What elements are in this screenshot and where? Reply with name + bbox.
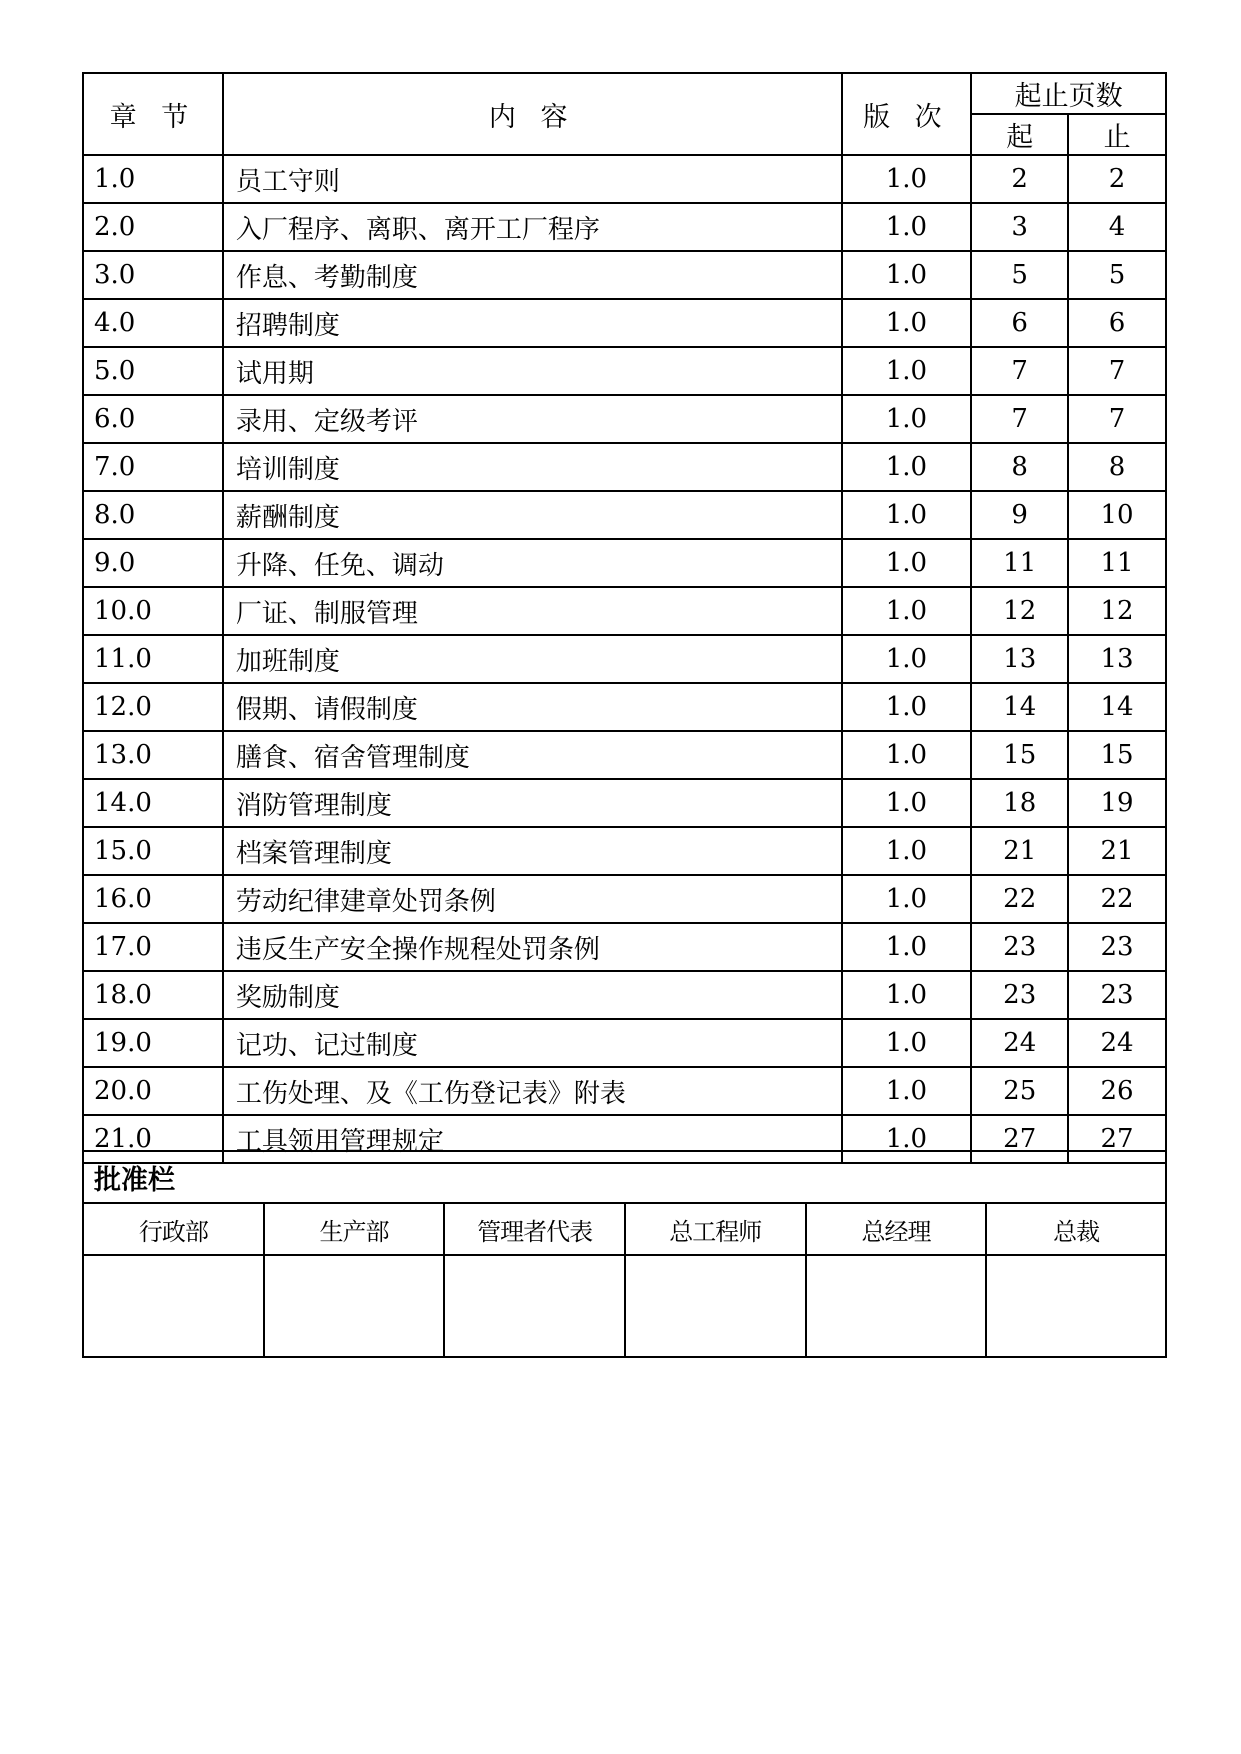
signature-cell	[264, 1255, 445, 1357]
end-page-cell: 21	[1068, 827, 1166, 875]
start-page-cell: 13	[971, 635, 1068, 683]
end-page-cell: 11	[1068, 539, 1166, 587]
table-row	[83, 875, 1166, 923]
version-cell: 1.0	[842, 1115, 972, 1163]
content-cell: 培训制度	[223, 443, 842, 491]
version-cell: 1.0	[842, 347, 972, 395]
approval-title: 批准栏	[83, 1151, 1166, 1203]
content-cell: 加班制度	[223, 635, 842, 683]
content-cell: 违反生产安全操作规程处罚条例	[223, 923, 842, 971]
version-cell: 1.0	[842, 251, 972, 299]
table-row	[83, 1067, 1166, 1115]
chapter-cell: 4.0	[83, 299, 223, 347]
content-cell: 劳动纪律建章处罚条例	[223, 875, 842, 923]
end-page-cell: 24	[1068, 1019, 1166, 1067]
table-row	[83, 779, 1166, 827]
chapter-cell: 17.0	[83, 923, 223, 971]
chapter-cell: 1.0	[83, 155, 223, 203]
table-row	[83, 923, 1166, 971]
end-page-cell: 13	[1068, 635, 1166, 683]
content-cell: 厂证、制服管理	[223, 587, 842, 635]
end-page-cell: 4	[1068, 203, 1166, 251]
content-cell: 假期、请假制度	[223, 683, 842, 731]
content-cell: 录用、定级考评	[223, 395, 842, 443]
chapter-cell: 16.0	[83, 875, 223, 923]
content-cell: 消防管理制度	[223, 779, 842, 827]
chapter-cell: 2.0	[83, 203, 223, 251]
end-page-cell: 19	[1068, 779, 1166, 827]
content-cell: 工具领用管理规定	[223, 1115, 842, 1163]
approval-dept-header: 生产部	[264, 1203, 445, 1255]
header-end: 止	[1068, 114, 1166, 155]
table-row	[83, 587, 1166, 635]
end-page-cell: 10	[1068, 491, 1166, 539]
table-row	[83, 539, 1166, 587]
chapter-cell: 10.0	[83, 587, 223, 635]
approval-dept-header: 管理者代表	[444, 1203, 625, 1255]
content-cell: 薪酬制度	[223, 491, 842, 539]
content-cell: 膳食、宿舍管理制度	[223, 731, 842, 779]
table-row	[83, 155, 1166, 203]
start-page-cell: 15	[971, 731, 1068, 779]
signature-cell	[625, 1255, 806, 1357]
table-row	[83, 635, 1166, 683]
content-cell: 记功、记过制度	[223, 1019, 842, 1067]
table-row	[83, 827, 1166, 875]
header-chapter: 章 节	[83, 73, 223, 155]
end-page-cell: 6	[1068, 299, 1166, 347]
content-cell: 作息、考勤制度	[223, 251, 842, 299]
approval-dept-header: 总经理	[806, 1203, 987, 1255]
version-cell: 1.0	[842, 539, 972, 587]
chapter-cell: 11.0	[83, 635, 223, 683]
end-page-cell: 2	[1068, 155, 1166, 203]
start-page-cell: 12	[971, 587, 1068, 635]
version-cell: 1.0	[842, 1019, 972, 1067]
start-page-cell: 6	[971, 299, 1068, 347]
start-page-cell: 23	[971, 923, 1068, 971]
version-cell: 1.0	[842, 635, 972, 683]
start-page-cell: 11	[971, 539, 1068, 587]
start-page-cell: 5	[971, 251, 1068, 299]
start-page-cell: 7	[971, 395, 1068, 443]
version-cell: 1.0	[842, 155, 972, 203]
end-page-cell: 23	[1068, 971, 1166, 1019]
approval-dept-header: 总工程师	[625, 1203, 806, 1255]
approval-table	[82, 1150, 1167, 1358]
version-cell: 1.0	[842, 203, 972, 251]
table-row	[83, 251, 1166, 299]
signature-cell	[444, 1255, 625, 1357]
end-page-cell: 7	[1068, 395, 1166, 443]
end-page-cell: 22	[1068, 875, 1166, 923]
chapter-cell: 5.0	[83, 347, 223, 395]
header-pages: 起止页数	[971, 73, 1166, 114]
content-cell: 招聘制度	[223, 299, 842, 347]
end-page-cell: 7	[1068, 347, 1166, 395]
signature-cell	[986, 1255, 1166, 1357]
header-version: 版 次	[842, 73, 972, 155]
start-page-cell: 27	[971, 1115, 1068, 1163]
start-page-cell: 24	[971, 1019, 1068, 1067]
start-page-cell: 21	[971, 827, 1068, 875]
table-row	[83, 299, 1166, 347]
content-cell: 档案管理制度	[223, 827, 842, 875]
content-cell: 入厂程序、离职、离开工厂程序	[223, 203, 842, 251]
chapter-cell: 8.0	[83, 491, 223, 539]
start-page-cell: 2	[971, 155, 1068, 203]
table-row	[83, 203, 1166, 251]
signature-cell	[806, 1255, 987, 1357]
version-cell: 1.0	[842, 1067, 972, 1115]
version-cell: 1.0	[842, 923, 972, 971]
table-row	[83, 683, 1166, 731]
content-cell: 升降、任免、调动	[223, 539, 842, 587]
chapter-cell: 13.0	[83, 731, 223, 779]
version-cell: 1.0	[842, 971, 972, 1019]
content-cell: 工伤处理、及《工伤登记表》附表	[223, 1067, 842, 1115]
approval-dept-header: 行政部	[83, 1203, 264, 1255]
end-page-cell: 23	[1068, 923, 1166, 971]
end-page-cell: 8	[1068, 443, 1166, 491]
chapter-cell: 7.0	[83, 443, 223, 491]
table-row	[83, 491, 1166, 539]
start-page-cell: 23	[971, 971, 1068, 1019]
version-cell: 1.0	[842, 731, 972, 779]
chapter-cell: 18.0	[83, 971, 223, 1019]
end-page-cell: 5	[1068, 251, 1166, 299]
version-cell: 1.0	[842, 395, 972, 443]
start-page-cell: 8	[971, 443, 1068, 491]
start-page-cell: 25	[971, 1067, 1068, 1115]
version-cell: 1.0	[842, 875, 972, 923]
version-cell: 1.0	[842, 299, 972, 347]
version-cell: 1.0	[842, 587, 972, 635]
toc-table	[82, 72, 1167, 1164]
content-cell: 奖励制度	[223, 971, 842, 1019]
chapter-cell: 14.0	[83, 779, 223, 827]
end-page-cell: 26	[1068, 1067, 1166, 1115]
table-row	[83, 347, 1166, 395]
start-page-cell: 7	[971, 347, 1068, 395]
version-cell: 1.0	[842, 683, 972, 731]
chapter-cell: 12.0	[83, 683, 223, 731]
version-cell: 1.0	[842, 827, 972, 875]
table-row	[83, 731, 1166, 779]
version-cell: 1.0	[842, 443, 972, 491]
table-row	[83, 1019, 1166, 1067]
end-page-cell: 14	[1068, 683, 1166, 731]
approval-dept-header: 总裁	[986, 1203, 1166, 1255]
content-cell: 试用期	[223, 347, 842, 395]
chapter-cell: 6.0	[83, 395, 223, 443]
header-start: 起	[971, 114, 1068, 155]
chapter-cell: 3.0	[83, 251, 223, 299]
chapter-cell: 21.0	[83, 1115, 223, 1163]
chapter-cell: 19.0	[83, 1019, 223, 1067]
start-page-cell: 3	[971, 203, 1068, 251]
table-row	[83, 971, 1166, 1019]
table-row	[83, 443, 1166, 491]
content-cell: 员工守则	[223, 155, 842, 203]
header-content: 内 容	[223, 73, 842, 155]
start-page-cell: 9	[971, 491, 1068, 539]
chapter-cell: 20.0	[83, 1067, 223, 1115]
end-page-cell: 27	[1068, 1115, 1166, 1163]
signature-cell	[83, 1255, 264, 1357]
chapter-cell: 15.0	[83, 827, 223, 875]
end-page-cell: 15	[1068, 731, 1166, 779]
start-page-cell: 14	[971, 683, 1068, 731]
start-page-cell: 22	[971, 875, 1068, 923]
chapter-cell: 9.0	[83, 539, 223, 587]
start-page-cell: 18	[971, 779, 1068, 827]
end-page-cell: 12	[1068, 587, 1166, 635]
version-cell: 1.0	[842, 491, 972, 539]
table-row	[83, 395, 1166, 443]
version-cell: 1.0	[842, 779, 972, 827]
